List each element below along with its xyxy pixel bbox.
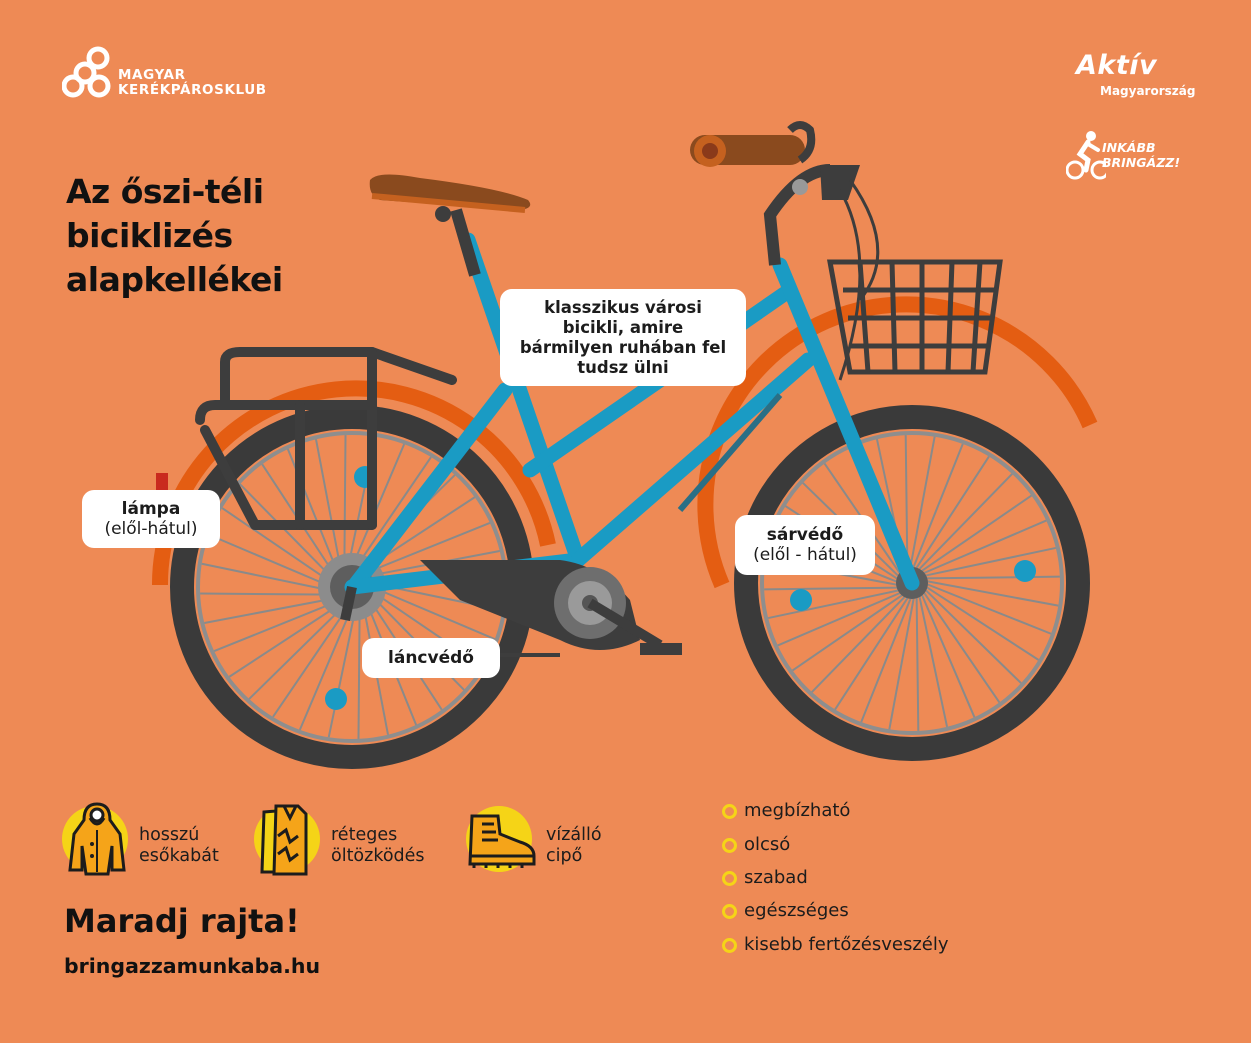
callout-lamp-title: lámpa <box>121 499 181 519</box>
spoke <box>249 605 344 698</box>
spoke <box>923 577 1060 579</box>
raincoat-icon <box>66 800 128 880</box>
aktiv-subtitle: Magyarország <box>1100 84 1196 98</box>
inkabb-line-1: INKÁBB <box>1102 140 1156 155</box>
callout-bike-line-2: bicikli, amire <box>562 318 684 337</box>
spoke <box>344 435 345 568</box>
callout-bike-line-4: tudsz ülni <box>577 358 669 377</box>
title-line-2: biciklizés <box>66 216 233 255</box>
bullet-icon <box>722 838 737 853</box>
callout-bike-line-1: klasszikus városi <box>544 298 702 317</box>
spoke <box>764 588 901 590</box>
spoke <box>200 593 333 594</box>
spoke <box>358 605 359 738</box>
bullet-icon <box>722 904 737 919</box>
gear-raincoat-line-2: esőkabát <box>139 846 219 866</box>
benefit-text: egészséges <box>744 900 849 921</box>
benefit-text: olcsó <box>744 834 791 855</box>
bullet-icon <box>722 871 737 886</box>
spoke <box>240 484 333 579</box>
gear-boots-line-1: vízálló <box>546 825 602 845</box>
saddle <box>370 174 531 275</box>
website-link[interactable]: bringazzamunkaba.hu <box>64 954 321 978</box>
page-title <box>66 170 283 302</box>
gear-layers-line-2: öltözködés <box>331 846 425 866</box>
spoke <box>202 564 333 591</box>
spoke <box>889 595 914 729</box>
callout-city-bike <box>500 289 746 386</box>
logo-line-2: KERÉKPÁROSKLUB <box>118 82 267 98</box>
inkabb-bringazz-logo <box>1066 130 1181 186</box>
cyclist-icon <box>1066 130 1106 182</box>
callout-lamp-subtitle: (elől-hátul) <box>104 519 198 539</box>
title-line-1: Az őszi-téli <box>66 172 264 211</box>
aktiv-title: Aktív <box>1076 50 1158 81</box>
title-line-3: alapkellékei <box>66 260 283 299</box>
callout-fender-title: sárvédő <box>766 525 844 545</box>
benefit-text: szabad <box>744 867 808 888</box>
waterproof-boot-icon <box>466 810 538 872</box>
bike-club-logo-icon <box>62 46 116 100</box>
spoke <box>768 590 902 618</box>
spoke <box>924 581 1058 606</box>
callout-fender <box>735 515 875 575</box>
callout-bike-line-3: bármilyen ruhában fel <box>519 338 727 357</box>
bullet-icon <box>722 938 737 953</box>
front-basket <box>830 262 1000 372</box>
slogan: Maradj rajta! <box>64 902 300 940</box>
callout-chainguard-title: láncvédő <box>388 648 474 668</box>
logo-line-1: MAGYAR <box>118 67 186 83</box>
gear-raincoat-line-1: hosszú <box>139 825 200 845</box>
benefit-text: megbízható <box>744 800 851 821</box>
bullet-icon <box>722 804 737 819</box>
gear-boots-line-2: cipő <box>546 846 583 866</box>
gear-layers-line-1: réteges <box>331 825 398 845</box>
benefit-text: kisebb fertőzésveszély <box>744 934 949 955</box>
spoke <box>910 437 935 571</box>
inkabb-line-2: BRINGÁZZ! <box>1102 155 1181 170</box>
spoke <box>329 607 356 738</box>
callout-lamp <box>82 490 220 548</box>
callout-fender-subtitle: (elől - hátul) <box>753 545 857 565</box>
callout-chainguard <box>362 638 500 678</box>
layered-clothing-icon <box>254 802 320 878</box>
magyar-kerekparosklub-logo <box>62 46 267 104</box>
aktiv-magyarorszag-logo <box>1076 50 1196 98</box>
spoke <box>919 593 947 727</box>
spoke <box>917 594 919 731</box>
